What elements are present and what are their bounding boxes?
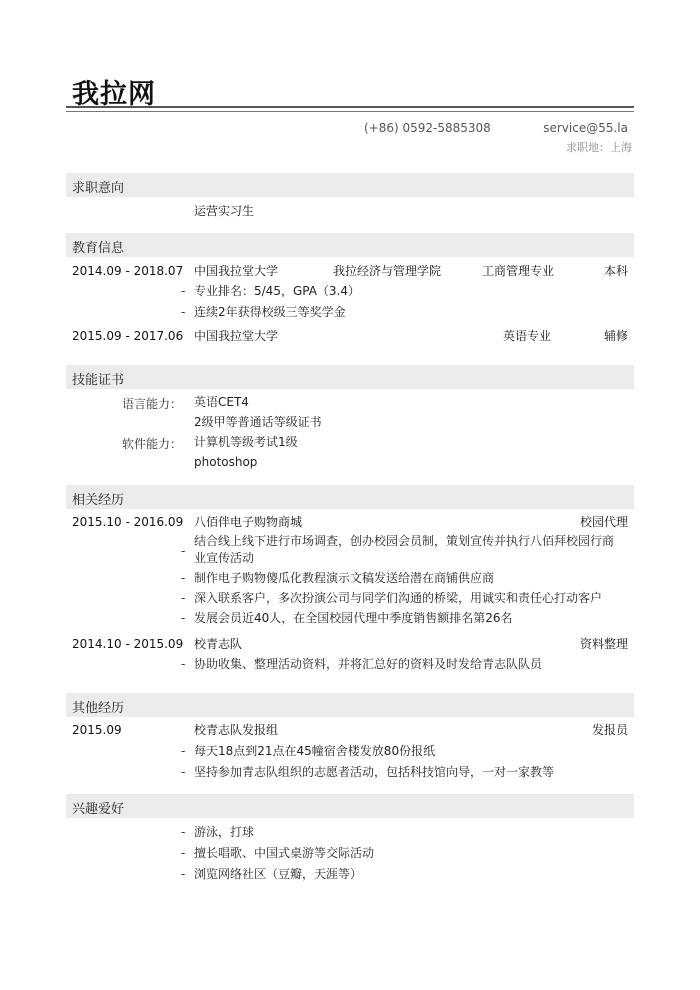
exp-bullet-cont: 业宣传活动 — [194, 551, 255, 565]
other-bullet: 坚持参加青志队组织的志愿者活动，包括科技馆向导，一对一家教等 — [194, 765, 555, 779]
edu-degree: 本科 — [603, 264, 628, 278]
section-title: 相关经历 — [72, 493, 125, 508]
edu-degree: 辅修 — [603, 329, 628, 343]
email-address: service@55.la — [543, 121, 628, 135]
edu-date: 2014.09 - 2018.07 — [72, 264, 184, 278]
exp-bullet: 制作电子购物傻瓜化教程演示文稿发送给潜在商铺供应商 — [194, 571, 495, 585]
skill-label-software: 软件能力： — [121, 437, 182, 451]
section-title: 求职意向 — [72, 181, 125, 196]
edu-date: 2015.09 - 2017.06 — [72, 329, 184, 343]
exp-date: 2014.10 - 2015.09 — [72, 637, 184, 651]
objective-value: 运营实习生 — [194, 204, 255, 218]
section-header-education — [66, 233, 634, 257]
bullet-mark: - — [181, 765, 186, 779]
exp-date: 2015.10 - 2016.09 — [72, 515, 184, 529]
header-rule-thin — [66, 111, 634, 112]
hobby-item: 浏览网络社区（豆瓣，天涯等） — [194, 867, 363, 881]
section-header-hobbies — [66, 794, 634, 818]
exp-bullet: 深入联系客户，多次扮演公司与同学们沟通的桥梁，用诚实和责任心打动客户 — [194, 591, 603, 605]
exp-org: 校青志队 — [194, 637, 243, 651]
skill-label-language: 语言能力： — [121, 397, 182, 411]
section-title: 其他经历 — [72, 701, 125, 716]
edu-bullet: 连续2年获得校级三等奖学金 — [194, 305, 346, 319]
section-header-other — [66, 693, 634, 717]
bullet-mark: - — [181, 744, 186, 758]
edu-major: 工商管理专业 — [482, 264, 555, 278]
exp-role: 资料整理 — [579, 637, 628, 651]
section-header-skills — [66, 365, 634, 389]
bullet-mark: - — [181, 657, 186, 671]
other-date: 2015.09 — [72, 723, 122, 737]
other-role: 发报员 — [591, 723, 628, 737]
edu-school: 中国我拉堂大学 — [194, 264, 279, 278]
bullet-mark: - — [181, 544, 186, 558]
section-header-objective — [66, 173, 634, 197]
bullet-mark: - — [181, 825, 186, 839]
other-bullet: 每天18点到21点在45幢宿舍楼发放80份报纸 — [194, 744, 436, 758]
skill-item: 2级甲等普通话等级证书 — [194, 415, 322, 429]
hobby-item: 擅长唱歌、中国式桌游等交际活动 — [194, 846, 375, 860]
skill-item: photoshop — [194, 455, 258, 469]
edu-college: 我拉经济与管理学院 — [333, 264, 442, 278]
edu-major: 英语专业 — [503, 329, 552, 343]
exp-role: 校园代理 — [579, 515, 628, 529]
edu-bullet: 专业排名：5/45，GPA（3.4） — [194, 284, 361, 298]
candidate-name: 我拉网 — [72, 79, 156, 110]
exp-bullet: 结合线上线下进行市场调查，创办校园会员制，策划宣传并执行八佰拜校园行商 — [194, 534, 615, 548]
other-org: 校青志队发报组 — [194, 723, 279, 737]
skill-item: 英语CET4 — [194, 395, 249, 409]
section-header-experience — [66, 485, 634, 509]
bullet-mark: - — [181, 284, 186, 298]
edu-school: 中国我拉堂大学 — [194, 329, 279, 343]
bullet-mark: - — [181, 305, 186, 319]
bullet-mark: - — [181, 867, 186, 881]
section-title: 技能证书 — [72, 373, 125, 388]
phone-number: (+86) 0592-5885308 — [364, 121, 491, 135]
bullet-mark: - — [181, 571, 186, 585]
bullet-mark: - — [181, 846, 186, 860]
header-rule-thick — [66, 106, 634, 108]
bullet-mark: - — [181, 591, 186, 605]
skill-item: 计算机等级考试1级 — [194, 435, 298, 449]
bullet-mark: - — [181, 611, 186, 625]
section-title: 兴趣爱好 — [72, 802, 125, 817]
exp-bullet: 发展会员近40人，在全国校园代理中季度销售额排名第26名 — [194, 611, 513, 625]
exp-org: 八佰伴电子购物商城 — [194, 515, 303, 529]
exp-bullet: 协助收集、整理活动资料，并将汇总好的资料及时发给青志队队员 — [194, 657, 543, 671]
job-location: 求职地：上海 — [566, 141, 632, 154]
hobby-item: 游泳，打球 — [194, 825, 255, 839]
section-title: 教育信息 — [72, 241, 125, 256]
